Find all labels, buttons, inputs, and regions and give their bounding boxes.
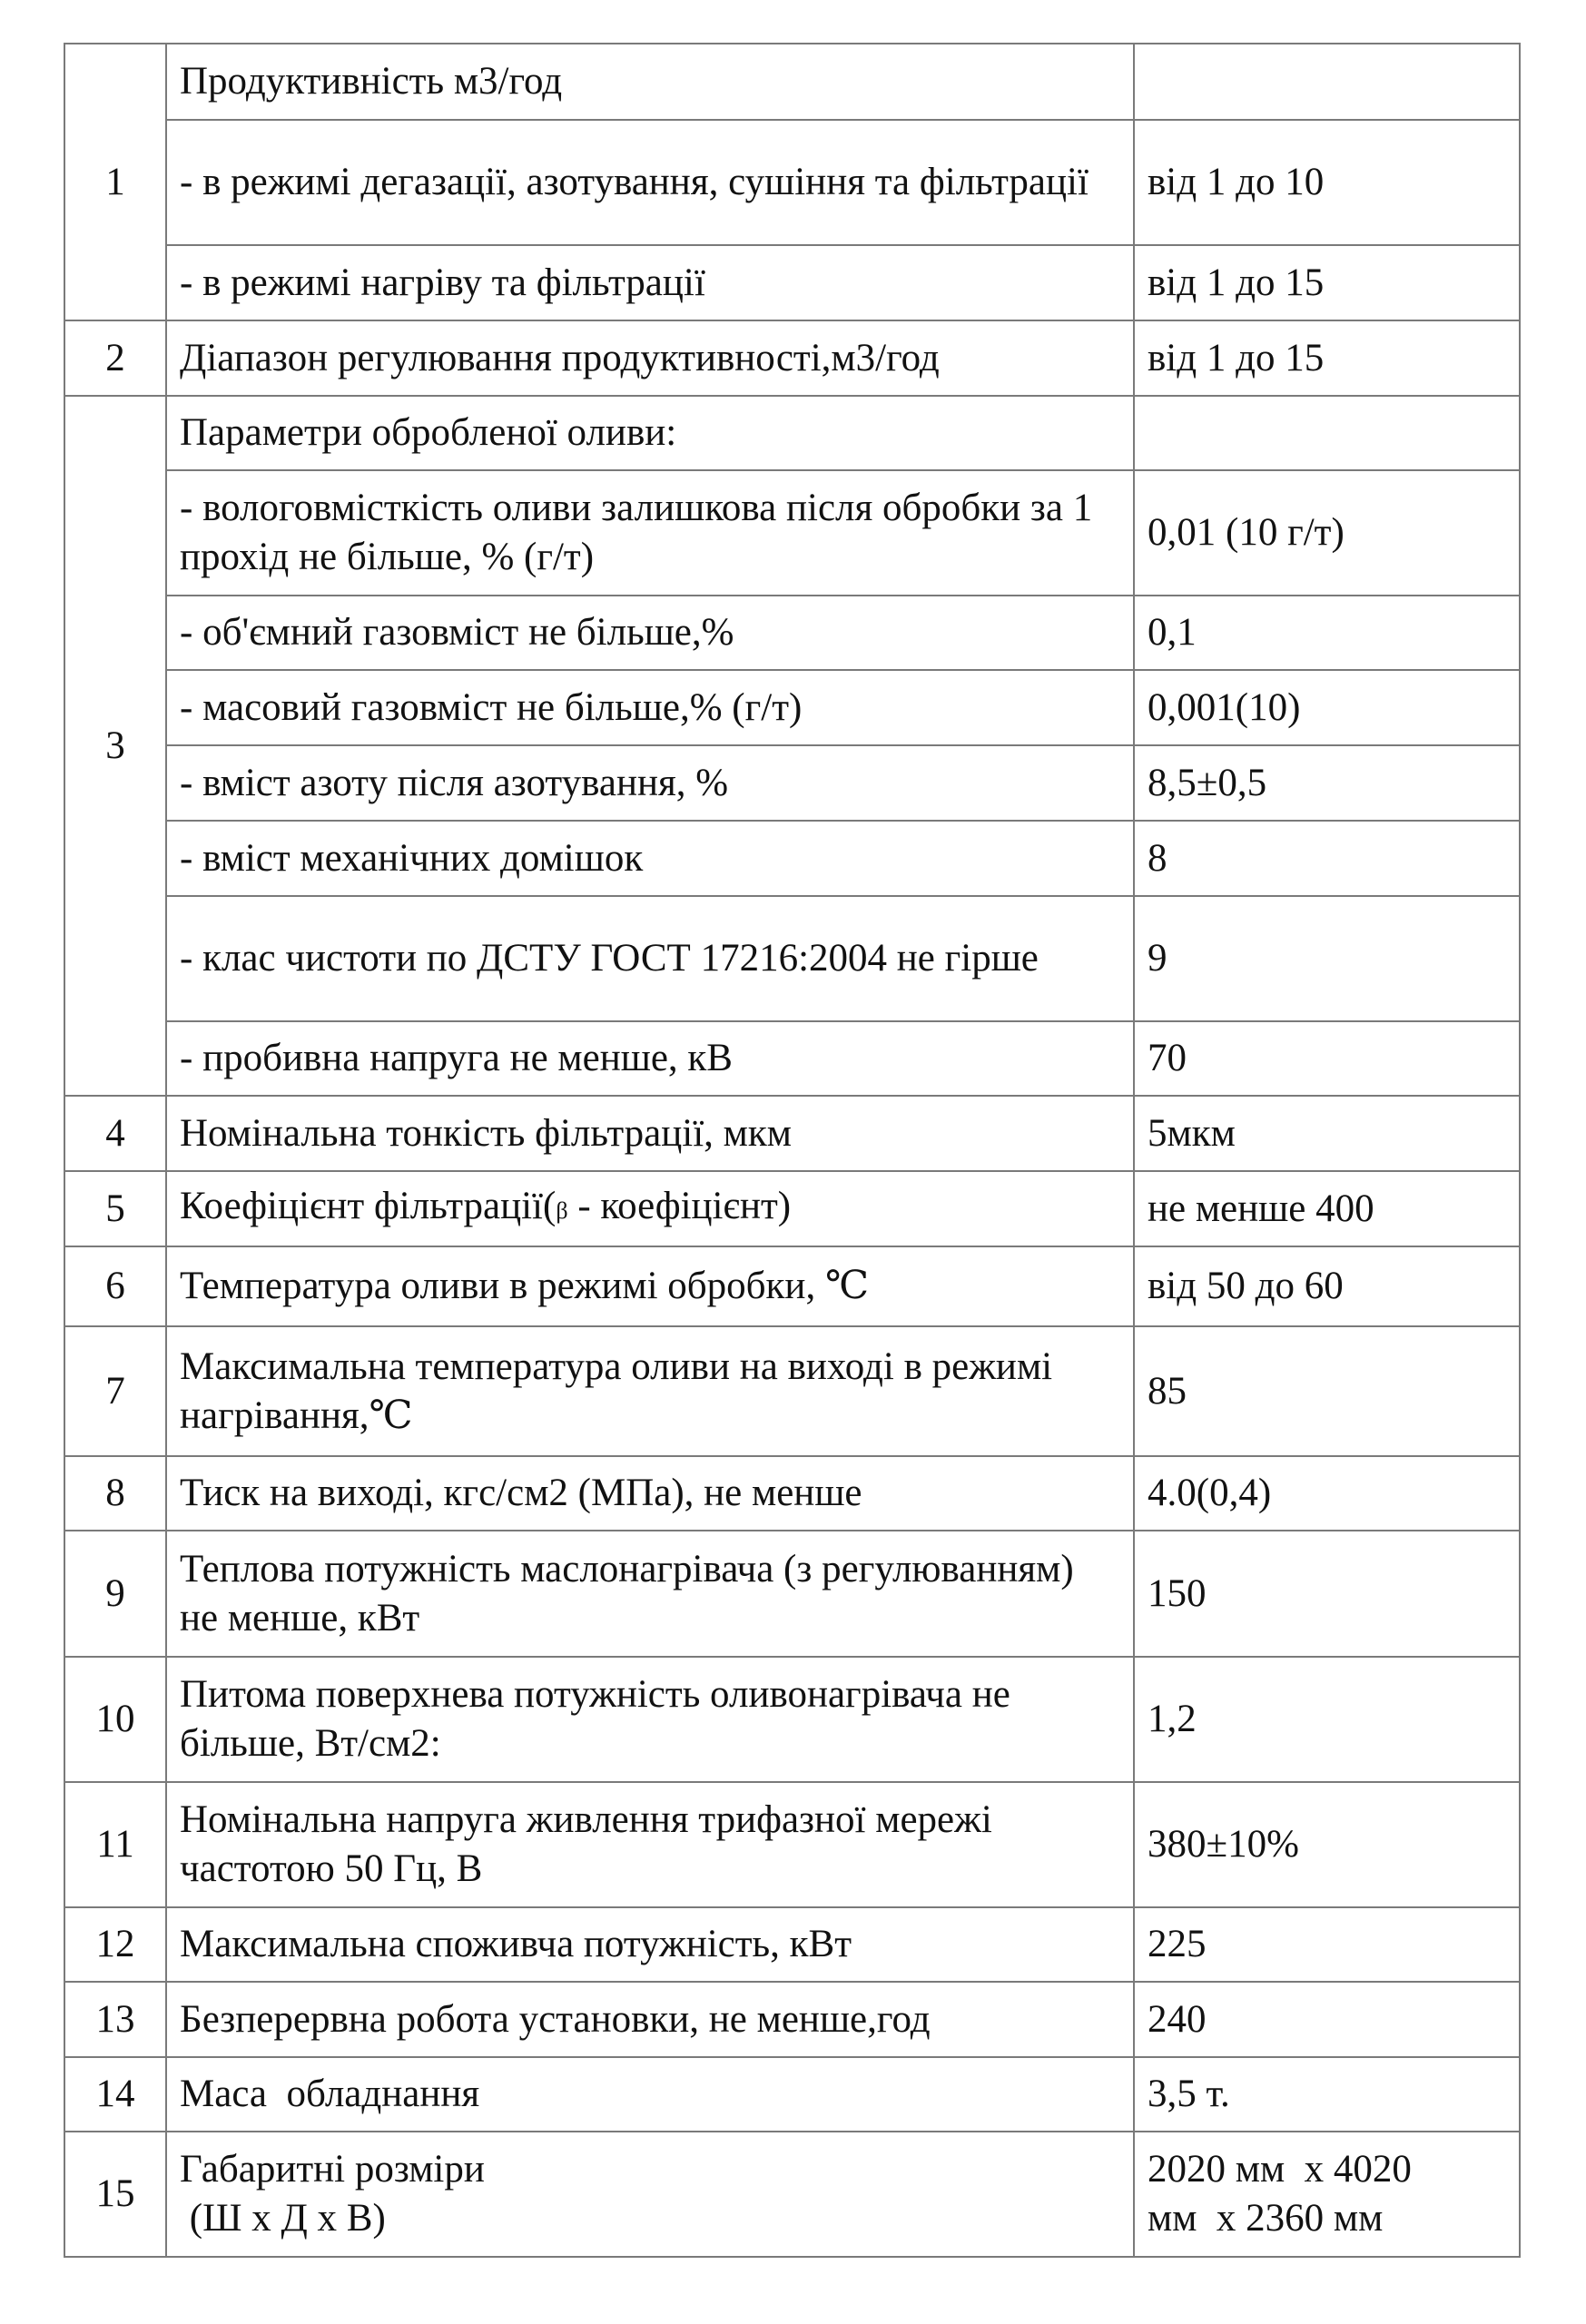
- value-cell: 225: [1134, 1907, 1520, 1982]
- table-row: [64, 120, 1520, 245]
- table-row: [64, 245, 1520, 320]
- table-row: [64, 1782, 1520, 1907]
- row-number: 7: [64, 1326, 166, 1456]
- parameter-line-1: Габаритні розміри: [180, 2148, 485, 2191]
- parameter-cell: - клас чистоти по ДСТУ ГОСТ 17216:2004 не гірше: [166, 896, 1134, 1021]
- row-number: 15: [64, 2132, 166, 2257]
- value-cell: 85: [1134, 1326, 1520, 1456]
- row-number: 11: [64, 1782, 166, 1907]
- parameter-text-a: Коефіцієнт фільтрації(: [180, 1185, 557, 1227]
- parameter-text-b: - коефіцієнт): [567, 1185, 792, 1227]
- parameter-cell: Номінальна тонкість фільтрації, мкм: [166, 1096, 1134, 1171]
- table-row: [64, 1171, 1520, 1246]
- row-number: 10: [64, 1657, 166, 1782]
- value-cell: 8,5±0,5: [1134, 745, 1520, 821]
- value-cell: 380±10%: [1134, 1782, 1520, 1907]
- value-cell: 0,001(10): [1134, 670, 1520, 745]
- row-number: 8: [64, 1456, 166, 1531]
- table-row: [64, 821, 1520, 896]
- parameter-cell: - пробивна напруга не менше, кВ: [166, 1021, 1134, 1096]
- parameter-cell: Діапазон регулювання продуктивності,м3/год: [166, 320, 1134, 396]
- value-cell: 5мкм: [1134, 1096, 1520, 1171]
- row-number: 5: [64, 1171, 166, 1246]
- table-row: [64, 320, 1520, 396]
- specifications-table: [64, 43, 1521, 2258]
- row-number: 9: [64, 1531, 166, 1657]
- table-row: [64, 596, 1520, 670]
- parameter-cell: Номінальна напруга живлення трифазної мережі частотою 50 Гц, В: [166, 1782, 1134, 1907]
- row-number: 13: [64, 1982, 166, 2057]
- value-cell: 240: [1134, 1982, 1520, 2057]
- row-number: 14: [64, 2057, 166, 2132]
- parameter-cell: Тиск на виході, кгс/см2 (МПа), не менше: [166, 1456, 1134, 1531]
- table-row: [64, 2057, 1520, 2132]
- value-cell: [1134, 2132, 1520, 2257]
- value-cell: 3,5 т.: [1134, 2057, 1520, 2132]
- parameter-cell: Теплова потужність маслонагрівача (з регулюванням) не менше, кВт: [166, 1531, 1134, 1657]
- table-row: [64, 470, 1520, 596]
- row-number: 1: [64, 44, 166, 320]
- row-number: 12: [64, 1907, 166, 1982]
- parameter-cell: - в режимі нагріву та фільтрації: [166, 245, 1134, 320]
- value-cell: 8: [1134, 821, 1520, 896]
- row-number: 4: [64, 1096, 166, 1171]
- parameter-cell: [166, 2132, 1134, 2257]
- parameter-cell: Максимальна споживча потужність, кВт: [166, 1907, 1134, 1982]
- parameter-cell: - масовий газовміст не більше,% (г/т): [166, 670, 1134, 745]
- table-row: [64, 1982, 1520, 2057]
- table-row: [64, 1326, 1520, 1456]
- parameter-cell: - об'ємний газовміст не більше,%: [166, 596, 1134, 670]
- table-row: [64, 44, 1520, 120]
- value-cell: 0,01 (10 г/т): [1134, 470, 1520, 596]
- parameter-cell: Безперервна робота установки, не менше,год: [166, 1982, 1134, 2057]
- table-row: [64, 1246, 1520, 1326]
- table-row: [64, 2132, 1520, 2257]
- value-cell: [1134, 396, 1520, 470]
- table-row: [64, 670, 1520, 745]
- table-row: [64, 1907, 1520, 1982]
- parameter-cell: - вміст азоту після азотування, %: [166, 745, 1134, 821]
- value-cell: від 1 до 10: [1134, 120, 1520, 245]
- value-cell: від 1 до 15: [1134, 245, 1520, 320]
- parameter-cell: Питома поверхнева потужність оливонагрівача не більше, Вт/см2:: [166, 1657, 1134, 1782]
- parameter-cell: - вміст механічних домішок: [166, 821, 1134, 896]
- value-line-2: мм х 2360 мм: [1148, 2197, 1384, 2240]
- table-row: [64, 396, 1520, 470]
- parameter-cell: [166, 1171, 1134, 1246]
- table-row: [64, 1657, 1520, 1782]
- value-cell: 0,1: [1134, 596, 1520, 670]
- parameter-cell: Температура оливи в режимі обробки, ℃: [166, 1246, 1134, 1326]
- table-row: [64, 1021, 1520, 1096]
- value-line-1: 2020 мм х 4020: [1148, 2148, 1412, 2191]
- value-cell: 70: [1134, 1021, 1520, 1096]
- value-cell: від 1 до 15: [1134, 320, 1520, 396]
- table-row: [64, 1096, 1520, 1171]
- parameter-cell: - вологовмісткість оливи залишкова після обробки за 1 прохід не більше, % (г/т): [166, 470, 1134, 596]
- value-cell: 150: [1134, 1531, 1520, 1657]
- parameter-cell: - в режимі дегазації, азотування, сушіння та фільтрації: [166, 120, 1134, 245]
- value-cell: не менше 400: [1134, 1171, 1520, 1246]
- table-row: [64, 1531, 1520, 1657]
- value-cell: 4.0(0,4): [1134, 1456, 1520, 1531]
- value-cell: 1,2: [1134, 1657, 1520, 1782]
- beta-symbol: β: [556, 1197, 568, 1224]
- table-row: [64, 745, 1520, 821]
- value-cell: [1134, 44, 1520, 120]
- parameter-line-2: (Ш х Д х В): [180, 2197, 386, 2240]
- parameter-cell: Максимальна температура оливи на виході в режимі нагрівання,℃: [166, 1326, 1134, 1456]
- row-number: 6: [64, 1246, 166, 1326]
- value-cell: 9: [1134, 896, 1520, 1021]
- parameter-cell: Параметри обробленої оливи:: [166, 396, 1134, 470]
- parameter-cell: Продуктивність м3/год: [166, 44, 1134, 120]
- row-number: 3: [64, 396, 166, 1096]
- table-row: [64, 1456, 1520, 1531]
- value-cell: від 50 до 60: [1134, 1246, 1520, 1326]
- parameter-cell: Маса обладнання: [166, 2057, 1134, 2132]
- table-row: [64, 896, 1520, 1021]
- row-number: 2: [64, 320, 166, 396]
